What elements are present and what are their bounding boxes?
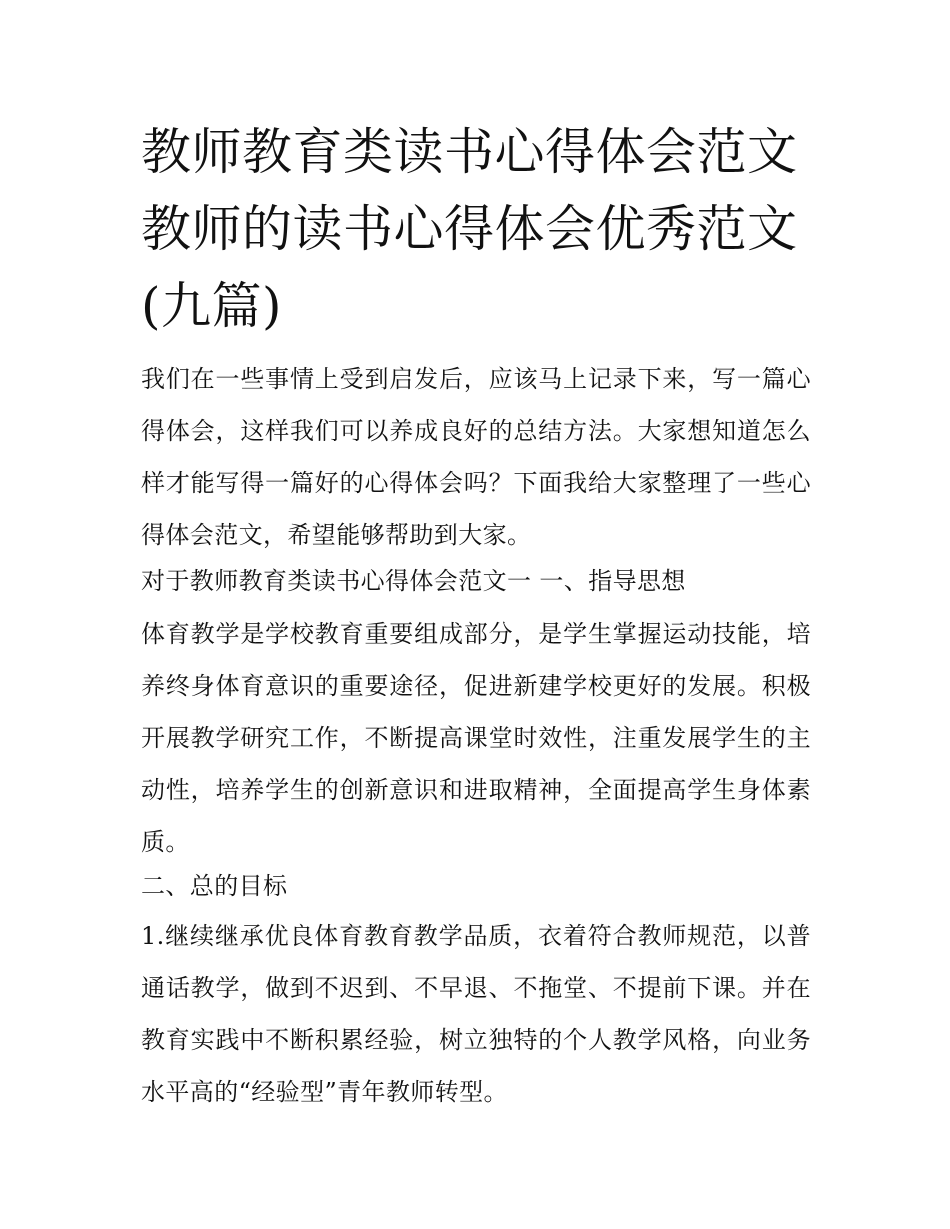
title-line-3: (九篇) [141,277,283,335]
guiding-thought-paragraph: 体育教学是学校教育重要组成部分，是学生掌握运动技能，培养终身体育意识的重要途径，促进新建学校更好的发展。积极开展教学研究工作，不断提高课堂时效性，注重发展学生的主动性，培养学生的创新意识和进取精神，全面提高学生身体素质。 [141,620,811,856]
goal-heading: 二、总的目标 [141,872,288,900]
intro-paragraph: 我们在一些事情上受到启发后，应该马上记录下来，写一篇心得体会，这样我们可以养成良好的总结方法。大家想知道怎么样才能写得一篇好的心得体会吗？下面我给大家整理了一些心得体会范文，希望能够帮助到大家。 [141,365,811,549]
goal-item-1: 1.继续继承优良体育教育教学品质，衣着符合教师规范，以普通话教学，做到不迟到、不早退、不拖堂、不提前下课。并在教育实践中不断积累经验，树立独特的个人教学风格，向业务水平高的“经验型”青年教师转型。 [141,922,811,1106]
title-line-1: 教师教育类读书心得体会范文 [141,123,798,181]
title-line-2: 教师的读书心得体会优秀范文 [141,200,798,258]
document-title [141,114,821,345]
section-heading: 对于教师教育类读书心得体会范文一 一、指导思想 [141,567,686,595]
